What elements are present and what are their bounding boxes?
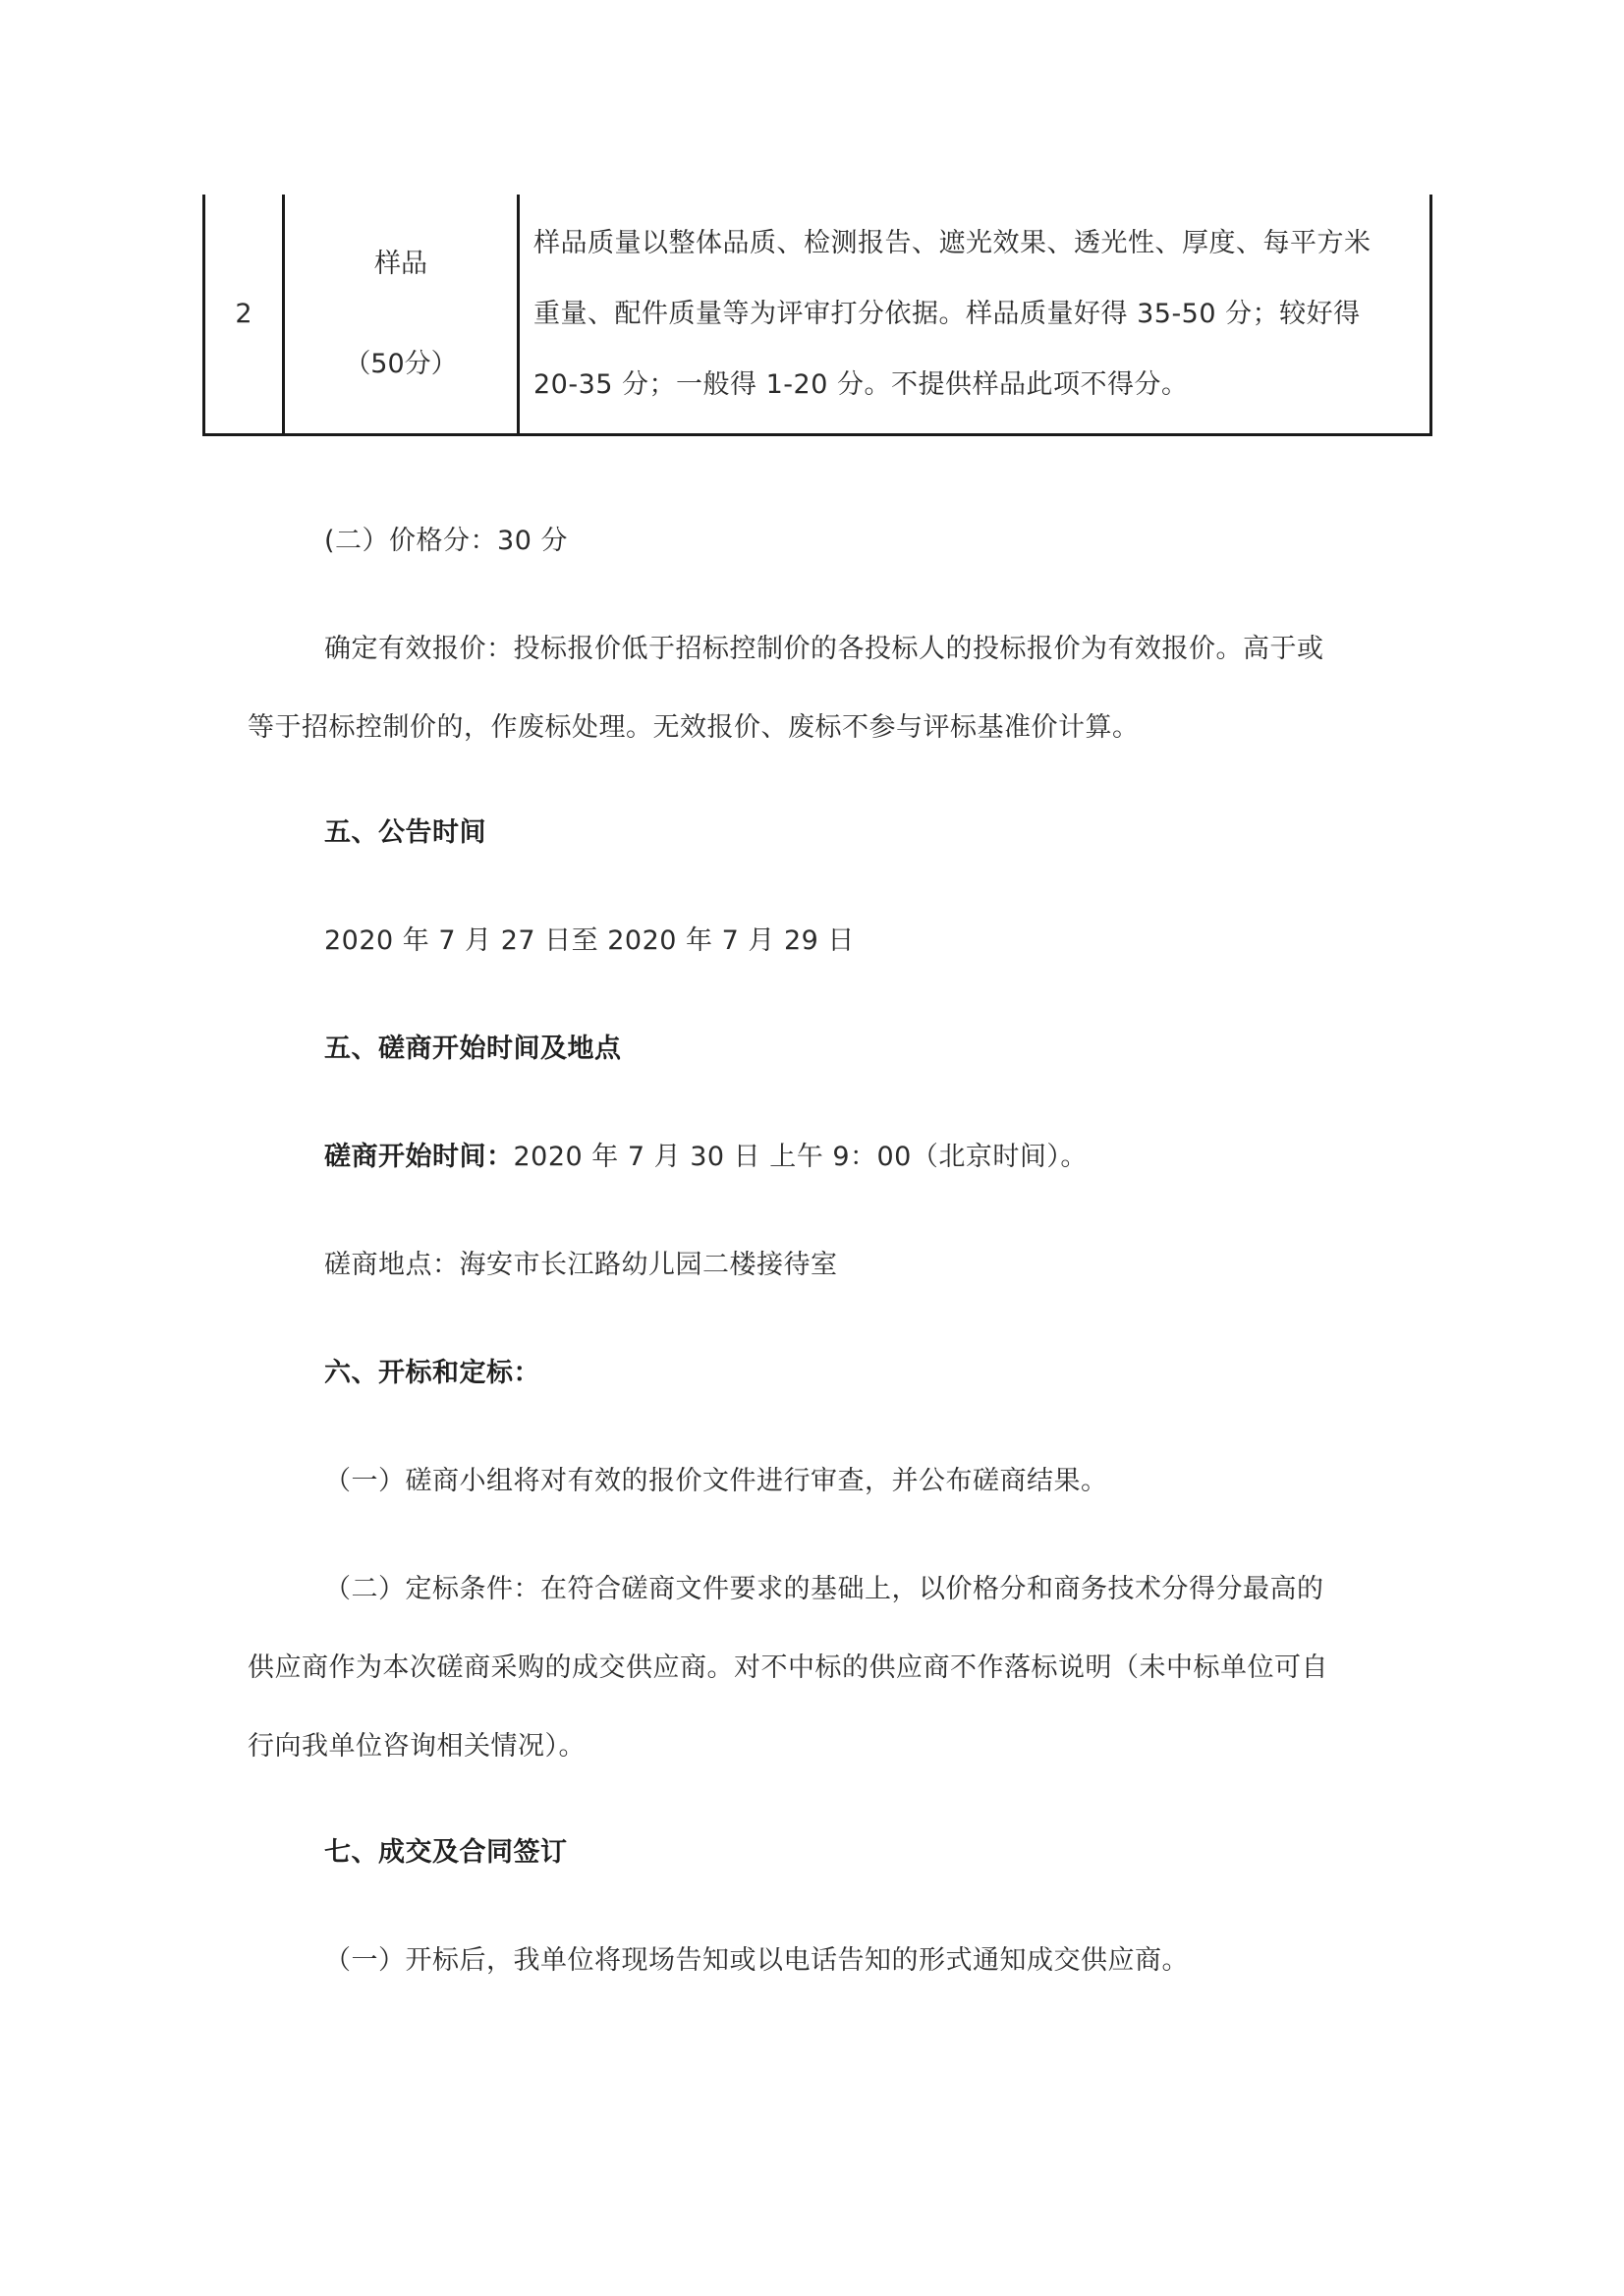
description-line: 20-35 分；一般得 1-20 分。不提供样品此项不得分。 bbox=[533, 368, 1189, 400]
announcement-period: 2020 年 7 月 27 日至 2020 年 7 月 29 日 bbox=[324, 925, 855, 956]
award-condition-line: 供应商作为本次磋商采购的成交供应商。对不中标的供应商不作落标说明（未中标单位可自 bbox=[248, 1652, 1328, 1683]
start-time-value: 2020 年 7 月 30 日 上午 9：00（北京时间）。 bbox=[513, 1142, 1088, 1172]
consultation-location: 磋商地点：海安市长江路幼儿园二楼接待室 bbox=[324, 1250, 838, 1280]
description-line: 重量、配件质量等为评审打分依据。样品质量好得 35-50 分；较好得 bbox=[533, 298, 1361, 329]
section-heading-announcement: 五、公告时间 bbox=[324, 817, 486, 848]
description-line: 样品质量以整体品质、检测报告、遮光效果、透光性、厚度、每平方米 bbox=[533, 227, 1372, 258]
valid-quote-paragraph-line: 等于招标控制价的，作废标处理。无效报价、废标不参与评标基准价计算。 bbox=[248, 712, 1140, 743]
scoring-table bbox=[202, 195, 1432, 436]
item-name: 样品 bbox=[374, 248, 427, 279]
item-score: （50分） bbox=[344, 348, 458, 379]
contract-item: （一）开标后，我单位将现场告知或以电话告知的形式通知成交供应商。 bbox=[324, 1945, 1189, 1976]
section-heading-consultation: 五、磋商开始时间及地点 bbox=[324, 1034, 622, 1064]
price-score-heading: (二）价格分：30 分 bbox=[324, 526, 568, 556]
section-heading-bid-opening: 六、开标和定标： bbox=[324, 1358, 540, 1388]
valid-quote-paragraph-line: 确定有效报价：投标报价低于招标控制价的各投标人的投标报价为有效报价。高于或 bbox=[324, 634, 1324, 664]
award-condition-line: （二）定标条件：在符合磋商文件要求的基础上，以价格分和商务技术分得分最高的 bbox=[324, 1574, 1324, 1604]
row-number-cell bbox=[204, 195, 284, 435]
item-cell bbox=[284, 195, 519, 435]
award-condition-line: 行向我单位咨询相关情况）。 bbox=[248, 1731, 586, 1762]
row-number: 2 bbox=[235, 299, 252, 329]
section-heading-contract: 七、成交及合同签订 bbox=[324, 1837, 568, 1868]
start-time-label: 磋商开始时间： bbox=[324, 1142, 514, 1172]
table-row bbox=[204, 195, 1431, 435]
description-cell bbox=[519, 195, 1431, 435]
bid-opening-item: （一）磋商小组将对有效的报价文件进行审查，并公布磋商结果。 bbox=[324, 1466, 1108, 1496]
consultation-start-time bbox=[324, 1138, 1088, 1177]
